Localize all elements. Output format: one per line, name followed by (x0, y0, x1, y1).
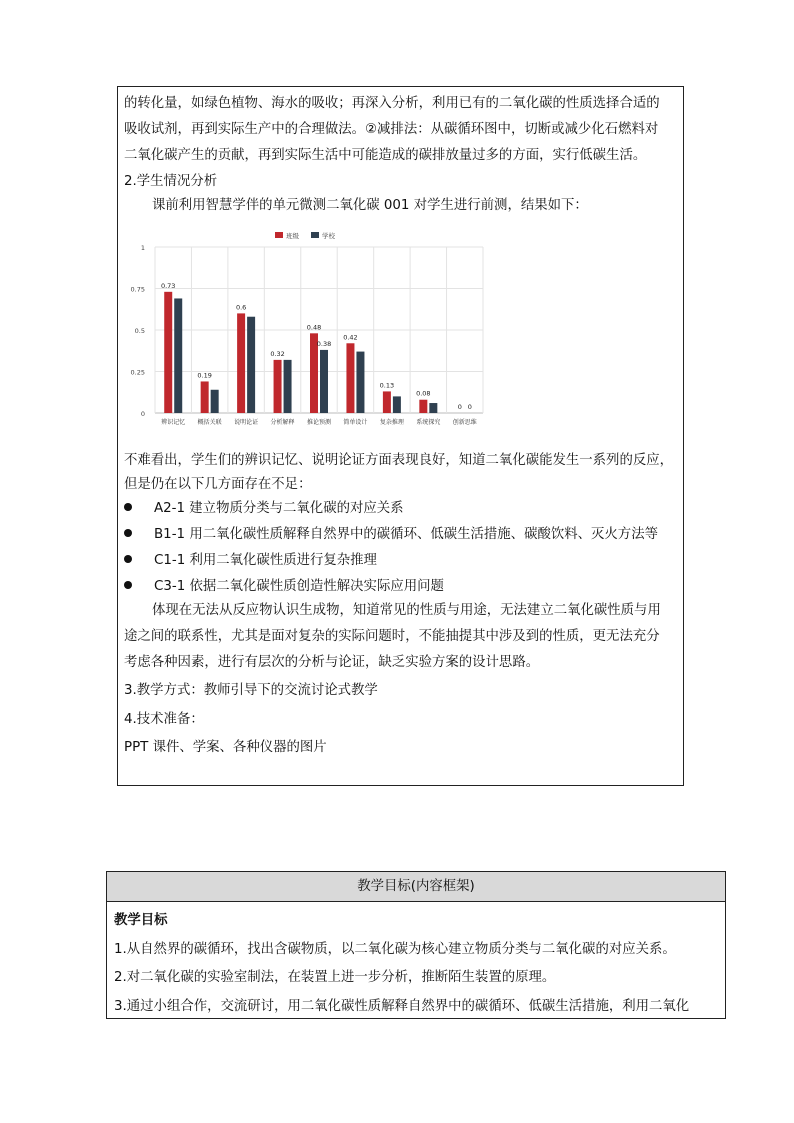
data-label: 0.08 (416, 389, 431, 398)
pretest-bar-chart (125, 227, 485, 427)
tech-prep-items: PPT 课件、学案、各种仪器的图片 (124, 740, 327, 755)
bar (393, 396, 401, 413)
bar (247, 317, 255, 413)
teaching-method: 3.教学方式：教师引导下的交流讨论式教学 (124, 683, 378, 698)
bullet-icon (124, 581, 132, 589)
x-tick-label: 简单设计 (343, 419, 368, 426)
objective-item: 3.通过小组合作，交流研讨，用二氧化碳性质解释自然界中的碳循环、低碳生活措施，利用二氧化 (114, 999, 690, 1014)
objective-item: 1.从自然界的碳循环，找出含碳物质，以二氧化碳为核心建立物质分类与二氧化碳的对应关系。 (114, 942, 676, 957)
bullet-icon (124, 529, 132, 537)
objectives-table (106, 871, 726, 1019)
data-label: 0.73 (160, 281, 176, 290)
legend-label: 学校 (322, 232, 335, 240)
legend-swatch (311, 232, 319, 238)
x-tick-label: 分析解释 (270, 419, 295, 426)
x-tick-label: 推论预测 (306, 419, 332, 426)
text-line: 不难看出，学生们的辨识记忆、说明论证方面表现良好，知道二氧化碳能发生一系列的反应， (124, 453, 674, 468)
bar (211, 390, 219, 413)
y-tick-label: 0.75 (130, 285, 145, 294)
bar (237, 313, 245, 413)
data-label: 0.13 (379, 381, 395, 390)
bar (201, 381, 209, 413)
text-line: 途之间的联系性，尤其是面对复杂的实际问题时，不能抽提其中涉及到的性质，更无法充分 (124, 629, 660, 644)
bar (284, 360, 292, 413)
objectives-header: 教学目标(内容框架) (107, 872, 725, 902)
y-tick-label: 0 (140, 410, 145, 418)
data-label: 0.42 (343, 333, 358, 342)
text-line: 但是仍在以下几方面存在不足： (124, 477, 312, 492)
y-tick-label: 1 (140, 244, 145, 252)
section-heading-student-analysis: 2.学生情况分析 (124, 174, 218, 189)
text-line: 体现在无法从反应物认识生成物，知道常见的性质与用途，无法建立二氧化碳性质与用 (152, 603, 661, 618)
x-tick-label: 系统探究 (416, 419, 441, 426)
bar (383, 391, 391, 413)
bar (274, 360, 282, 413)
x-tick-label: 说明论证 (234, 419, 259, 426)
bullet-item: C1-1 利用二氧化碳性质进行复杂推理 (124, 552, 377, 570)
data-label: 0 (457, 403, 462, 411)
text-line: 课前利用智慧学伴的单元微测二氧化碳 001 对学生进行前测，结果如下： (152, 198, 588, 213)
data-label: 0.48 (306, 323, 322, 332)
objective-item: 2.对二氧化碳的实验室制法，在装置上进一步分析，推断陌生装置的原理。 (114, 970, 556, 985)
bar (429, 403, 437, 413)
x-tick-label: 复杂推理 (379, 419, 404, 426)
data-label: 0.6 (235, 303, 247, 312)
y-tick-label: 0.5 (134, 327, 145, 335)
x-tick-label: 概括关联 (197, 419, 222, 426)
data-label: 0.38 (316, 339, 332, 348)
bar (419, 400, 427, 413)
bar (164, 292, 172, 413)
y-tick-label: 0.25 (130, 368, 145, 377)
text-line: 吸收试剂，再到实际生产中的合理做法。②减排法：从碳循环图中，切断或减少化石燃料对 (124, 122, 659, 137)
objectives-title: 教学目标 (114, 913, 168, 928)
bullet-item: A2-1 建立物质分类与二氧化碳的对应关系 (124, 500, 404, 518)
bar (356, 352, 364, 413)
legend-swatch (275, 232, 283, 238)
text-line: 考虑各种因素，进行有层次的分析与论证，缺乏实验方案的设计思路。 (124, 655, 540, 670)
bar (346, 343, 354, 413)
legend-label: 班级 (286, 232, 299, 240)
bullet-item: C3-1 依据二氧化碳性质创造性解决实际应用问题 (124, 578, 444, 596)
tech-prep-heading: 4.技术准备： (124, 712, 204, 727)
text-line: 的转化量，如绿色植物、海水的吸收；再深入分析，利用已有的二氧化碳的性质选择合适的 (124, 96, 660, 111)
bullet-item: B1-1 用二氧化碳性质解释自然界中的碳循环、低碳生活措施、碳酸饮料、灭火方法等 (124, 526, 658, 544)
x-tick-label: 辨识记忆 (161, 419, 186, 426)
bar (320, 350, 328, 413)
bar (174, 298, 182, 413)
analysis-table (117, 86, 684, 786)
x-tick-label: 创新思维 (452, 419, 477, 426)
data-label: 0.32 (270, 349, 285, 358)
data-label: 0 (467, 403, 472, 411)
bullet-icon (124, 503, 132, 511)
text-line: 二氧化碳产生的贡献，再到实际生活中可能造成的碳排放量过多的方面，实行低碳生活。 (124, 148, 647, 163)
bullet-icon (124, 555, 132, 563)
data-label: 0.19 (197, 371, 212, 380)
